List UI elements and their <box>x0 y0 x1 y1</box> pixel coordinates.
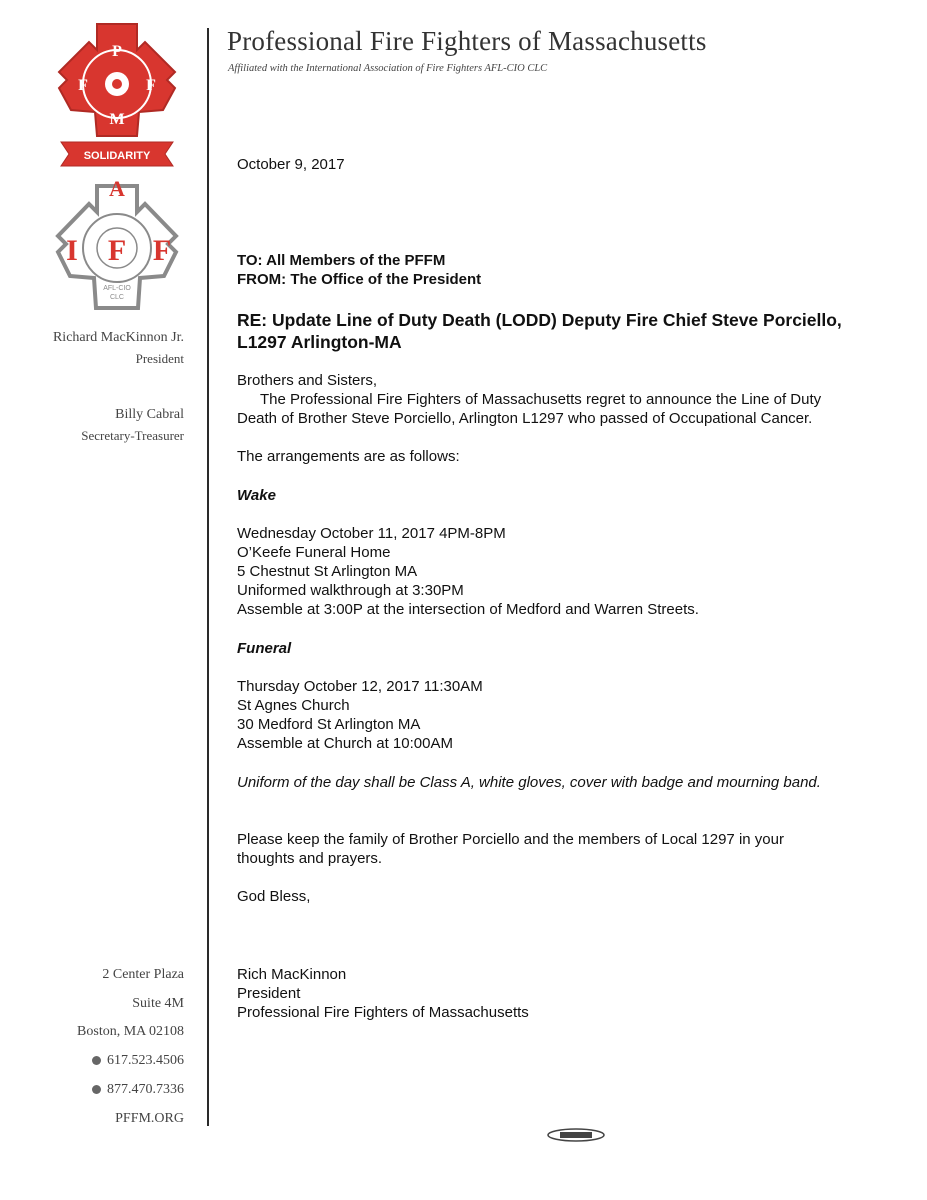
letter-re-line2: L1297 Arlington-MA <box>237 332 402 352</box>
iaff-letter-i: I <box>66 234 78 267</box>
letter-re-line1: RE: Update Line of Duty Death (LODD) Deputy Fire Chief Steve Porciello, <box>237 310 842 330</box>
pffm-letter-f2: F <box>146 77 156 94</box>
wake-heading: Wake <box>237 487 276 504</box>
letter-valediction: God Bless, <box>237 888 311 905</box>
iaff-afl-cio-text: AFL-CIO <box>103 285 131 292</box>
officer-treasurer-name: Billy Cabral <box>115 407 184 422</box>
letter-closing-line1: Please keep the family of Brother Porciello and the members of Local 1297 in your <box>237 831 784 848</box>
wake-line: 5 Chestnut St Arlington MA <box>237 563 418 580</box>
wake-line: Uniformed walkthrough at 3:30PM <box>237 582 464 599</box>
address-city: Boston, MA 02108 <box>77 1024 184 1039</box>
phone-icon <box>92 1085 101 1094</box>
letter-closing-line2: thoughts and prayers. <box>237 850 383 867</box>
union-print-stamp-icon <box>546 1128 606 1142</box>
pffm-letter-m: M <box>109 111 125 128</box>
sidebar-divider <box>207 28 209 1126</box>
pffm-banner-text: SOLIDARITY <box>83 150 151 162</box>
address-suite: Suite 4M <box>132 996 184 1011</box>
iaff-letter-a: A <box>109 176 125 201</box>
letter-date: October 9, 2017 <box>237 156 345 173</box>
address-phone1: 617.523.4506 <box>92 1053 184 1069</box>
letter-to: TO: All Members of the PFFM <box>237 252 446 269</box>
org-name: Professional Fire Fighters of Massachusetts <box>227 26 707 56</box>
officer-president-title: President <box>135 351 184 366</box>
signature-title: President <box>237 985 301 1002</box>
funeral-heading: Funeral <box>237 640 292 657</box>
wake-line: Assemble at 3:00P at the intersection of Medford and Warren Streets. <box>237 601 699 618</box>
org-affiliation: Affiliated with the International Association of Fire Fighters AFL-CIO CLC <box>228 63 548 74</box>
letter-salutation: Brothers and Sisters, <box>237 372 378 389</box>
iaff-letter-f1: F <box>107 234 127 267</box>
address-street: 2 Center Plaza <box>102 967 184 982</box>
officer-president-name: Richard MacKinnon Jr. <box>52 330 184 345</box>
pffm-logo <box>53 20 181 170</box>
iaff-letter-f2: F <box>152 234 172 267</box>
officer-treasurer-title: Secretary-Treasurer <box>81 428 184 443</box>
funeral-line: Thursday October 12, 2017 11:30AM <box>237 678 483 695</box>
iaff-clc-text: CLC <box>109 294 125 301</box>
address-website: PFFM.ORG <box>115 1111 184 1126</box>
pffm-letter-p: P <box>112 43 122 60</box>
letter-arrangements: The arrangements are as follows: <box>237 448 460 465</box>
signature-name: Rich MacKinnon <box>237 966 347 983</box>
funeral-line: St Agnes Church <box>237 697 350 714</box>
funeral-line: 30 Medford St Arlington MA <box>237 716 421 733</box>
address-phone2: 877.470.7336 <box>92 1082 184 1098</box>
letter-intro-line2: Death of Brother Steve Porciello, Arlington L1297 who passed of Occupational Cancer. <box>237 410 813 427</box>
wake-line: O’Keefe Funeral Home <box>237 544 391 561</box>
letter-uniform: Uniform of the day shall be Class A, white gloves, cover with badge and mourning band. <box>237 774 821 791</box>
funeral-line: Assemble at Church at 10:00AM <box>237 735 453 752</box>
pffm-letter-f1: F <box>78 77 88 94</box>
letter-intro-line1: The Professional Fire Fighters of Massachusetts regret to announce the Line of Duty <box>260 391 822 408</box>
signature-org: Professional Fire Fighters of Massachusetts <box>237 1004 529 1021</box>
phone-icon <box>92 1056 101 1065</box>
letter-from: FROM: The Office of the President <box>237 271 482 288</box>
wake-line: Wednesday October 11, 2017 4PM-8PM <box>237 525 506 542</box>
iaff-logo <box>50 172 185 322</box>
